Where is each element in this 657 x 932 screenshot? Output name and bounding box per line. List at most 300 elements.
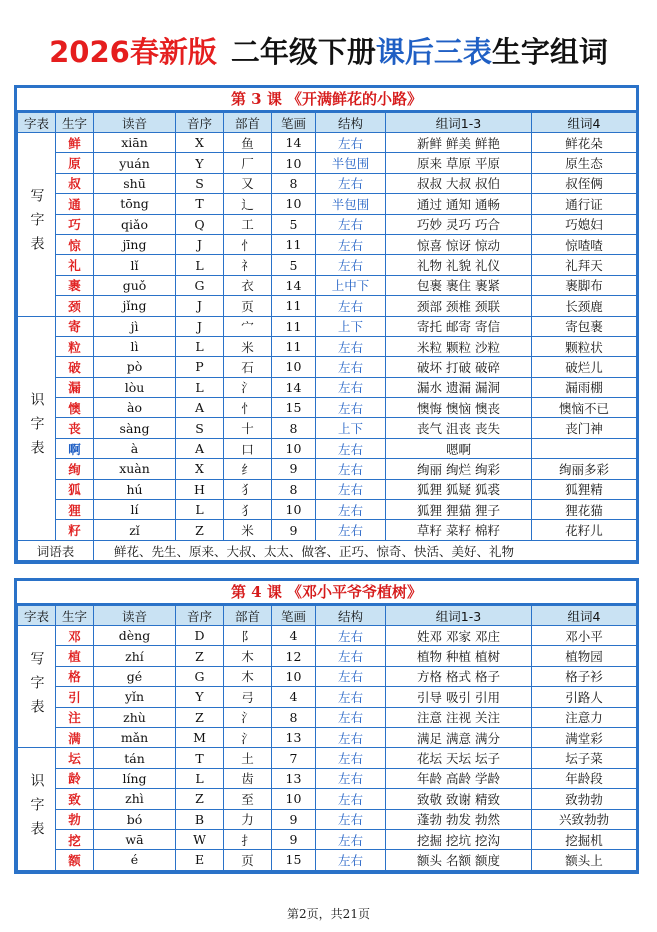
- radical-cell: 力: [224, 809, 272, 829]
- structure-cell: 上中下: [316, 275, 386, 295]
- strokes-cell: 9: [272, 459, 316, 479]
- table-row: [18, 194, 637, 214]
- word4-cell: 破烂儿: [532, 357, 637, 377]
- word4-cell: 颗粒状: [532, 336, 637, 356]
- header-structure: 结构: [316, 113, 386, 133]
- radical-cell: 宀: [224, 316, 272, 336]
- structure-cell: 左右: [316, 646, 386, 666]
- pinyin-cell: pò: [94, 357, 176, 377]
- char-cell: 格: [56, 666, 94, 686]
- radical-cell: 礻: [224, 255, 272, 275]
- radical-cell: 辶: [224, 194, 272, 214]
- strokes-cell: 10: [272, 438, 316, 458]
- order-cell: Z: [176, 789, 224, 809]
- order-cell: L: [176, 768, 224, 788]
- table-row: [18, 398, 637, 418]
- strokes-cell: 9: [272, 809, 316, 829]
- table-row: [18, 520, 637, 540]
- words-cell: 漏水 遗漏 漏洞: [386, 377, 532, 397]
- char-cell: 破: [56, 357, 94, 377]
- word4-cell: 狐狸精: [532, 479, 637, 499]
- char-cell: 颈: [56, 296, 94, 316]
- radical-cell: 纟: [224, 459, 272, 479]
- radical-cell: 工: [224, 214, 272, 234]
- page-title: [0, 30, 657, 80]
- order-cell: H: [176, 479, 224, 499]
- pinyin-cell: jǐng: [94, 296, 176, 316]
- order-cell: Y: [176, 687, 224, 707]
- header-cat: 字表: [18, 606, 56, 626]
- word4-cell: 注意力: [532, 707, 637, 727]
- words-cell: 额头 名额 额度: [386, 850, 532, 870]
- words-cell: 草籽 菜籽 棉籽: [386, 520, 532, 540]
- radical-cell: 又: [224, 173, 272, 193]
- char-cell: 勃: [56, 809, 94, 829]
- word4-cell: 懊恼不已: [532, 398, 637, 418]
- pinyin-cell: shū: [94, 173, 176, 193]
- structure-cell: 左右: [316, 296, 386, 316]
- word4-cell: 花籽儿: [532, 520, 637, 540]
- strokes-cell: 11: [272, 234, 316, 254]
- radical-cell: 米: [224, 336, 272, 356]
- char-cell: 丧: [56, 418, 94, 438]
- vocab-row: [18, 540, 637, 560]
- header-pinyin: 读音: [94, 606, 176, 626]
- radical-cell: 米: [224, 520, 272, 540]
- char-cell: 挖: [56, 829, 94, 849]
- pinyin-cell: líng: [94, 768, 176, 788]
- radical-cell: 木: [224, 666, 272, 686]
- char-cell: 植: [56, 646, 94, 666]
- pinyin-cell: guǒ: [94, 275, 176, 295]
- radical-cell: 土: [224, 748, 272, 768]
- words-cell: 巧妙 灵巧 巧合: [386, 214, 532, 234]
- order-cell: Q: [176, 214, 224, 234]
- words-cell: 丧气 沮丧 丧失: [386, 418, 532, 438]
- radical-cell: 十: [224, 418, 272, 438]
- pinyin-cell: tōng: [94, 194, 176, 214]
- header-words13: 组词1-3: [386, 606, 532, 626]
- word4-cell: 原生态: [532, 153, 637, 173]
- pinyin-cell: à: [94, 438, 176, 458]
- order-cell: T: [176, 748, 224, 768]
- radical-cell: 页: [224, 850, 272, 870]
- radical-cell: 口: [224, 438, 272, 458]
- title-tables: 课后三表: [375, 35, 492, 69]
- char-cell: 寄: [56, 316, 94, 336]
- table-row: [18, 234, 637, 254]
- radical-cell: 木: [224, 646, 272, 666]
- structure-cell: 左右: [316, 626, 386, 646]
- title-grade: 二年级下册: [230, 35, 376, 69]
- char-cell: 叔: [56, 173, 94, 193]
- order-cell: A: [176, 438, 224, 458]
- structure-cell: 左右: [316, 214, 386, 234]
- word4-cell: 年龄段: [532, 768, 637, 788]
- words-cell: 寄托 邮寄 寄信: [386, 316, 532, 336]
- word4-cell: 额头上: [532, 850, 637, 870]
- radical-cell: 齿: [224, 768, 272, 788]
- table-row: [18, 829, 637, 849]
- structure-cell: 左右: [316, 255, 386, 275]
- table-row: [18, 748, 637, 768]
- pinyin-cell: yuán: [94, 153, 176, 173]
- words-cell: 蓬勃 勃发 勃然: [386, 809, 532, 829]
- strokes-cell: 5: [272, 255, 316, 275]
- order-cell: L: [176, 500, 224, 520]
- header-radical: 部首: [224, 606, 272, 626]
- strokes-cell: 7: [272, 748, 316, 768]
- structure-cell: 左右: [316, 748, 386, 768]
- table-row: [18, 789, 637, 809]
- word4-cell: 叔侄俩: [532, 173, 637, 193]
- word4-cell: 挖掘机: [532, 829, 637, 849]
- table-header-row: [18, 113, 637, 133]
- words-cell: 米粒 颗粒 沙粒: [386, 336, 532, 356]
- read-table-label: 识字表: [18, 748, 56, 870]
- char-cell: 满: [56, 727, 94, 747]
- table-row: [18, 275, 637, 295]
- word4-cell: 丧门神: [532, 418, 637, 438]
- radical-cell: 至: [224, 789, 272, 809]
- pinyin-cell: dèng: [94, 626, 176, 646]
- words-cell: 绚丽 绚烂 绚彩: [386, 459, 532, 479]
- pinyin-cell: jì: [94, 316, 176, 336]
- words-cell: 懊悔 懊恼 懊丧: [386, 398, 532, 418]
- char-cell: 惊: [56, 234, 94, 254]
- structure-cell: 左右: [316, 234, 386, 254]
- strokes-cell: 10: [272, 500, 316, 520]
- strokes-cell: 8: [272, 707, 316, 727]
- words-cell: 致敬 致谢 精致: [386, 789, 532, 809]
- page-footer: 第2页，共21页: [287, 907, 370, 921]
- order-cell: P: [176, 357, 224, 377]
- structure-cell: 左右: [316, 768, 386, 788]
- char-cell: 啊: [56, 438, 94, 458]
- order-cell: W: [176, 829, 224, 849]
- strokes-cell: 5: [272, 214, 316, 234]
- structure-cell: 左右: [316, 666, 386, 686]
- pinyin-cell: xiān: [94, 133, 176, 153]
- radical-cell: 忄: [224, 234, 272, 254]
- order-cell: L: [176, 255, 224, 275]
- radical-cell: 犭: [224, 500, 272, 520]
- radical-cell: 氵: [224, 377, 272, 397]
- words-cell: 原来 草原 平原: [386, 153, 532, 173]
- strokes-cell: 15: [272, 398, 316, 418]
- pinyin-cell: lí: [94, 500, 176, 520]
- radical-cell: 页: [224, 296, 272, 316]
- order-cell: J: [176, 234, 224, 254]
- order-cell: Z: [176, 646, 224, 666]
- structure-cell: 左右: [316, 479, 386, 499]
- structure-cell: 左右: [316, 459, 386, 479]
- char-cell: 漏: [56, 377, 94, 397]
- strokes-cell: 10: [272, 194, 316, 214]
- char-cell: 绚: [56, 459, 94, 479]
- strokes-cell: 13: [272, 727, 316, 747]
- table-row: [18, 687, 637, 707]
- order-cell: E: [176, 850, 224, 870]
- strokes-cell: 11: [272, 336, 316, 356]
- word4-cell: 通行证: [532, 194, 637, 214]
- table-row: [18, 459, 637, 479]
- radical-cell: 氵: [224, 707, 272, 727]
- words-cell: 嗯啊: [386, 438, 532, 458]
- word4-cell: 巧媳妇: [532, 214, 637, 234]
- title-year: 2026春新版: [49, 35, 217, 69]
- words-cell: 惊喜 惊讶 惊动: [386, 234, 532, 254]
- table-row: [18, 377, 637, 397]
- word4-cell: 裹脚布: [532, 275, 637, 295]
- order-cell: G: [176, 666, 224, 686]
- pinyin-cell: jīng: [94, 234, 176, 254]
- pinyin-cell: lòu: [94, 377, 176, 397]
- structure-cell: 左右: [316, 500, 386, 520]
- radical-cell: 犭: [224, 479, 272, 499]
- header-word4: 组词4: [532, 113, 637, 133]
- header-char: 生字: [56, 113, 94, 133]
- pinyin-cell: lì: [94, 336, 176, 356]
- strokes-cell: 14: [272, 275, 316, 295]
- table-row: [18, 850, 637, 870]
- words-cell: 破坏 打破 破碎: [386, 357, 532, 377]
- pinyin-cell: lǐ: [94, 255, 176, 275]
- char-cell: 致: [56, 789, 94, 809]
- structure-cell: 上下: [316, 418, 386, 438]
- structure-cell: 左右: [316, 520, 386, 540]
- structure-cell: 上下: [316, 316, 386, 336]
- order-cell: Z: [176, 520, 224, 540]
- pinyin-cell: zhì: [94, 789, 176, 809]
- header-words13: 组词1-3: [386, 113, 532, 133]
- order-cell: J: [176, 296, 224, 316]
- strokes-cell: 8: [272, 173, 316, 193]
- strokes-cell: 9: [272, 520, 316, 540]
- word4-cell: 兴致勃勃: [532, 809, 637, 829]
- table-row: [18, 809, 637, 829]
- table-row: [18, 500, 637, 520]
- title-subject: 生字组词: [491, 35, 608, 69]
- order-cell: Y: [176, 153, 224, 173]
- table-row: [18, 153, 637, 173]
- words-cell: 注意 注视 关注: [386, 707, 532, 727]
- lesson-4-title: 第 4 课 《邓小平爷爷植树》: [17, 581, 636, 605]
- table-row: [18, 626, 637, 646]
- order-cell: X: [176, 133, 224, 153]
- vocab-label: 词语表: [18, 540, 94, 560]
- vocab-list: 鲜花、先生、原来、大叔、太太、做客、正巧、惊奇、快活、美好、礼物: [94, 540, 637, 560]
- header-cat: 字表: [18, 113, 56, 133]
- words-cell: 颈部 颈椎 颈联: [386, 296, 532, 316]
- words-cell: 包裹 裹住 裹紧: [386, 275, 532, 295]
- table-row: [18, 666, 637, 686]
- strokes-cell: 4: [272, 626, 316, 646]
- order-cell: M: [176, 727, 224, 747]
- char-cell: 鲜: [56, 133, 94, 153]
- pinyin-cell: zǐ: [94, 520, 176, 540]
- table-row: [18, 336, 637, 356]
- words-cell: 方格 格式 格子: [386, 666, 532, 686]
- structure-cell: 左右: [316, 687, 386, 707]
- header-char: 生字: [56, 606, 94, 626]
- word4-cell: 引路人: [532, 687, 637, 707]
- words-cell: 新鲜 鲜美 鲜艳: [386, 133, 532, 153]
- char-cell: 引: [56, 687, 94, 707]
- header-pinyin: 读音: [94, 113, 176, 133]
- structure-cell: 左右: [316, 398, 386, 418]
- word4-cell: 狸花猫: [532, 500, 637, 520]
- word4-cell: 植物园: [532, 646, 637, 666]
- header-order: 音序: [176, 113, 224, 133]
- order-cell: J: [176, 316, 224, 336]
- strokes-cell: 11: [272, 316, 316, 336]
- strokes-cell: 9: [272, 829, 316, 849]
- words-cell: 狐狸 狸猫 狸子: [386, 500, 532, 520]
- structure-cell: 左右: [316, 707, 386, 727]
- order-cell: Z: [176, 707, 224, 727]
- char-cell: 原: [56, 153, 94, 173]
- radical-cell: 扌: [224, 829, 272, 849]
- radical-cell: 衣: [224, 275, 272, 295]
- order-cell: L: [176, 377, 224, 397]
- words-cell: 年龄 高龄 学龄: [386, 768, 532, 788]
- char-cell: 狸: [56, 500, 94, 520]
- pinyin-cell: wā: [94, 829, 176, 849]
- pinyin-cell: zhù: [94, 707, 176, 727]
- structure-cell: 左右: [316, 809, 386, 829]
- radical-cell: 厂: [224, 153, 272, 173]
- lesson-3-table: [17, 112, 637, 561]
- table-row: [18, 214, 637, 234]
- table-row: [18, 727, 637, 747]
- pinyin-cell: tán: [94, 748, 176, 768]
- pinyin-cell: zhí: [94, 646, 176, 666]
- pinyin-cell: gé: [94, 666, 176, 686]
- table-row: [18, 438, 637, 458]
- char-cell: 懊: [56, 398, 94, 418]
- strokes-cell: 8: [272, 418, 316, 438]
- words-cell: 挖掘 挖坑 挖沟: [386, 829, 532, 849]
- strokes-cell: 14: [272, 133, 316, 153]
- structure-cell: 左右: [316, 336, 386, 356]
- char-cell: 额: [56, 850, 94, 870]
- pinyin-cell: hú: [94, 479, 176, 499]
- table-row: [18, 296, 637, 316]
- strokes-cell: 14: [272, 377, 316, 397]
- word4-cell: 礼拜天: [532, 255, 637, 275]
- structure-cell: 左右: [316, 173, 386, 193]
- word4-cell: [532, 438, 637, 458]
- radical-cell: 忄: [224, 398, 272, 418]
- pinyin-cell: yǐn: [94, 687, 176, 707]
- word4-cell: 寄包裹: [532, 316, 637, 336]
- radical-cell: 鱼: [224, 133, 272, 153]
- table-row: [18, 479, 637, 499]
- strokes-cell: 12: [272, 646, 316, 666]
- radical-cell: 弓: [224, 687, 272, 707]
- order-cell: T: [176, 194, 224, 214]
- table-row: [18, 255, 637, 275]
- word4-cell: 鲜花朵: [532, 133, 637, 153]
- word4-cell: 长颈鹿: [532, 296, 637, 316]
- word4-cell: 坛子菜: [532, 748, 637, 768]
- lesson-3-section: [14, 85, 639, 564]
- table-row: [18, 316, 637, 336]
- words-cell: 引导 吸引 引用: [386, 687, 532, 707]
- words-cell: 礼物 礼貌 礼仪: [386, 255, 532, 275]
- header-order: 音序: [176, 606, 224, 626]
- structure-cell: 左右: [316, 727, 386, 747]
- pinyin-cell: bó: [94, 809, 176, 829]
- write-table-label: 写字表: [18, 133, 56, 317]
- pinyin-cell: sàng: [94, 418, 176, 438]
- table-row: [18, 357, 637, 377]
- words-cell: 叔叔 大叔 叔伯: [386, 173, 532, 193]
- header-structure: 结构: [316, 606, 386, 626]
- structure-cell: 半包围: [316, 194, 386, 214]
- char-cell: 龄: [56, 768, 94, 788]
- strokes-cell: 13: [272, 768, 316, 788]
- char-cell: 礼: [56, 255, 94, 275]
- word4-cell: 格子衫: [532, 666, 637, 686]
- lesson-3-title: 第 3 课 《开满鲜花的小路》: [17, 88, 636, 112]
- radical-cell: 阝: [224, 626, 272, 646]
- structure-cell: 左右: [316, 357, 386, 377]
- pinyin-cell: xuàn: [94, 459, 176, 479]
- char-cell: 通: [56, 194, 94, 214]
- pinyin-cell: qiǎo: [94, 214, 176, 234]
- words-cell: 花坛 天坛 坛子: [386, 748, 532, 768]
- table-row: [18, 707, 637, 727]
- words-cell: 通过 通知 通畅: [386, 194, 532, 214]
- pinyin-cell: ào: [94, 398, 176, 418]
- word4-cell: 漏雨棚: [532, 377, 637, 397]
- order-cell: B: [176, 809, 224, 829]
- write-table-label: 写字表: [18, 626, 56, 748]
- word4-cell: 惊喳喳: [532, 234, 637, 254]
- structure-cell: 左右: [316, 377, 386, 397]
- radical-cell: 石: [224, 357, 272, 377]
- header-strokes: 笔画: [272, 606, 316, 626]
- order-cell: S: [176, 173, 224, 193]
- lesson-4-section: [14, 578, 639, 874]
- structure-cell: 左右: [316, 829, 386, 849]
- structure-cell: 左右: [316, 438, 386, 458]
- pinyin-cell: é: [94, 850, 176, 870]
- order-cell: X: [176, 459, 224, 479]
- words-cell: 姓邓 邓家 邓庄: [386, 626, 532, 646]
- header-word4: 组词4: [532, 606, 637, 626]
- order-cell: A: [176, 398, 224, 418]
- word4-cell: 满堂彩: [532, 727, 637, 747]
- word4-cell: 致勃勃: [532, 789, 637, 809]
- strokes-cell: 11: [272, 296, 316, 316]
- strokes-cell: 10: [272, 357, 316, 377]
- strokes-cell: 8: [272, 479, 316, 499]
- words-cell: 满足 满意 满分: [386, 727, 532, 747]
- table-row: [18, 133, 637, 153]
- structure-cell: 左右: [316, 850, 386, 870]
- char-cell: 巧: [56, 214, 94, 234]
- strokes-cell: 10: [272, 666, 316, 686]
- pinyin-cell: mǎn: [94, 727, 176, 747]
- char-cell: 邓: [56, 626, 94, 646]
- order-cell: S: [176, 418, 224, 438]
- structure-cell: 左右: [316, 133, 386, 153]
- table-row: [18, 646, 637, 666]
- table-row: [18, 768, 637, 788]
